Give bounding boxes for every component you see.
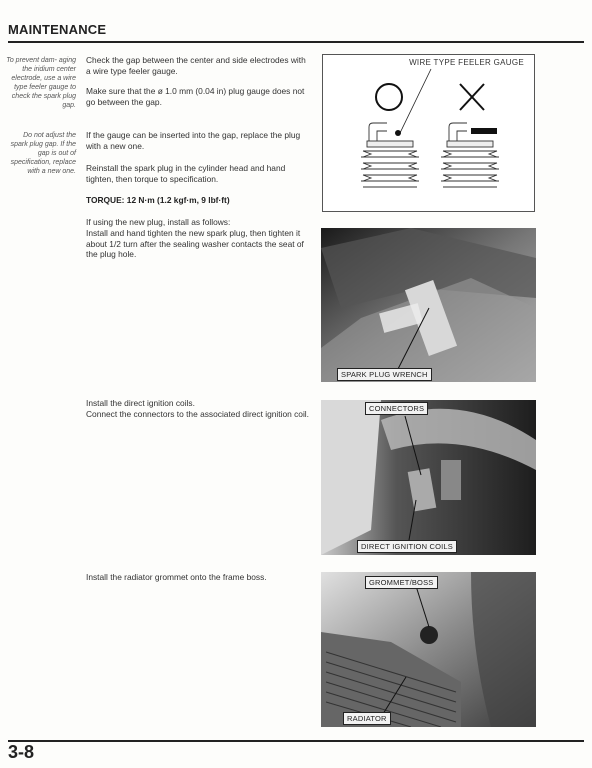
feeler-gauge-illustration <box>323 55 534 211</box>
paragraph-grommet: Install the radiator grommet onto the frame boss. <box>86 572 267 582</box>
paragraph-replace-plug: If the gauge can be inserted into the gap, replace the plug with a new one. <box>86 130 301 151</box>
connectors-label: CONNECTORS <box>365 402 428 415</box>
paragraph-connectors: Connect the connectors to the associated direct ignition coil. <box>86 409 309 419</box>
paragraph-new-plug-intro: If using the new plug, install as follows: <box>86 217 231 227</box>
paragraph-check-gap: Check the gap between the center and side electrodes with a wire type feeler gauge. <box>86 55 306 76</box>
side-note-iridium: To prevent dam- aging the iridium center electrode, use a wire type feeler gauge to check the spark plug gap. <box>6 57 76 109</box>
spark-plug-wrench-label: SPARK PLUG WRENCH <box>337 368 432 381</box>
feeler-gauge-label: WIRE TYPE FEELER GAUGE <box>409 58 524 67</box>
direct-ignition-coils-label: DIRECT IGNITION COILS <box>357 540 457 553</box>
paragraph-reinstall: Reinstall the spark plug in the cylinder head and hand tighten, then torque to specification. <box>86 163 286 184</box>
spark-plug-wrench-photo <box>321 228 536 382</box>
paragraph-install-coils: Install the direct ignition coils. <box>86 398 195 408</box>
radiator-photo-illustration <box>321 572 536 727</box>
coils-photo-illustration <box>321 400 536 555</box>
ignition-coils-photo <box>321 400 536 555</box>
feeler-gauge-figure <box>322 54 535 212</box>
paragraph-new-plug-steps: Install and hand tighten the new spark plug, then tighten it about 1/2 turn after the sealing washer contacts the seat of the plug hole. <box>86 228 304 260</box>
wrench-photo-illustration <box>321 228 536 382</box>
radiator-label: RADIATOR <box>343 712 391 725</box>
radiator-grommet-photo <box>321 572 536 727</box>
page-number: 3-8 <box>8 742 35 762</box>
grommet-boss-label: GROMMET/BOSS <box>365 576 438 589</box>
torque-spec: TORQUE: 12 N·m (1.2 kgf·m, 9 lbf·ft) <box>86 195 230 205</box>
bottom-divider <box>8 740 584 742</box>
top-divider <box>8 41 584 43</box>
section-title: MAINTENANCE <box>8 22 107 37</box>
paragraph-plug-gauge: Make sure that the ø 1.0 mm (0.04 in) plug gauge does not go between the gap. <box>86 86 305 107</box>
side-note-gap: Do not adjust the spark plug gap. If the gap is out of specification, replace with a new one. <box>10 132 76 175</box>
